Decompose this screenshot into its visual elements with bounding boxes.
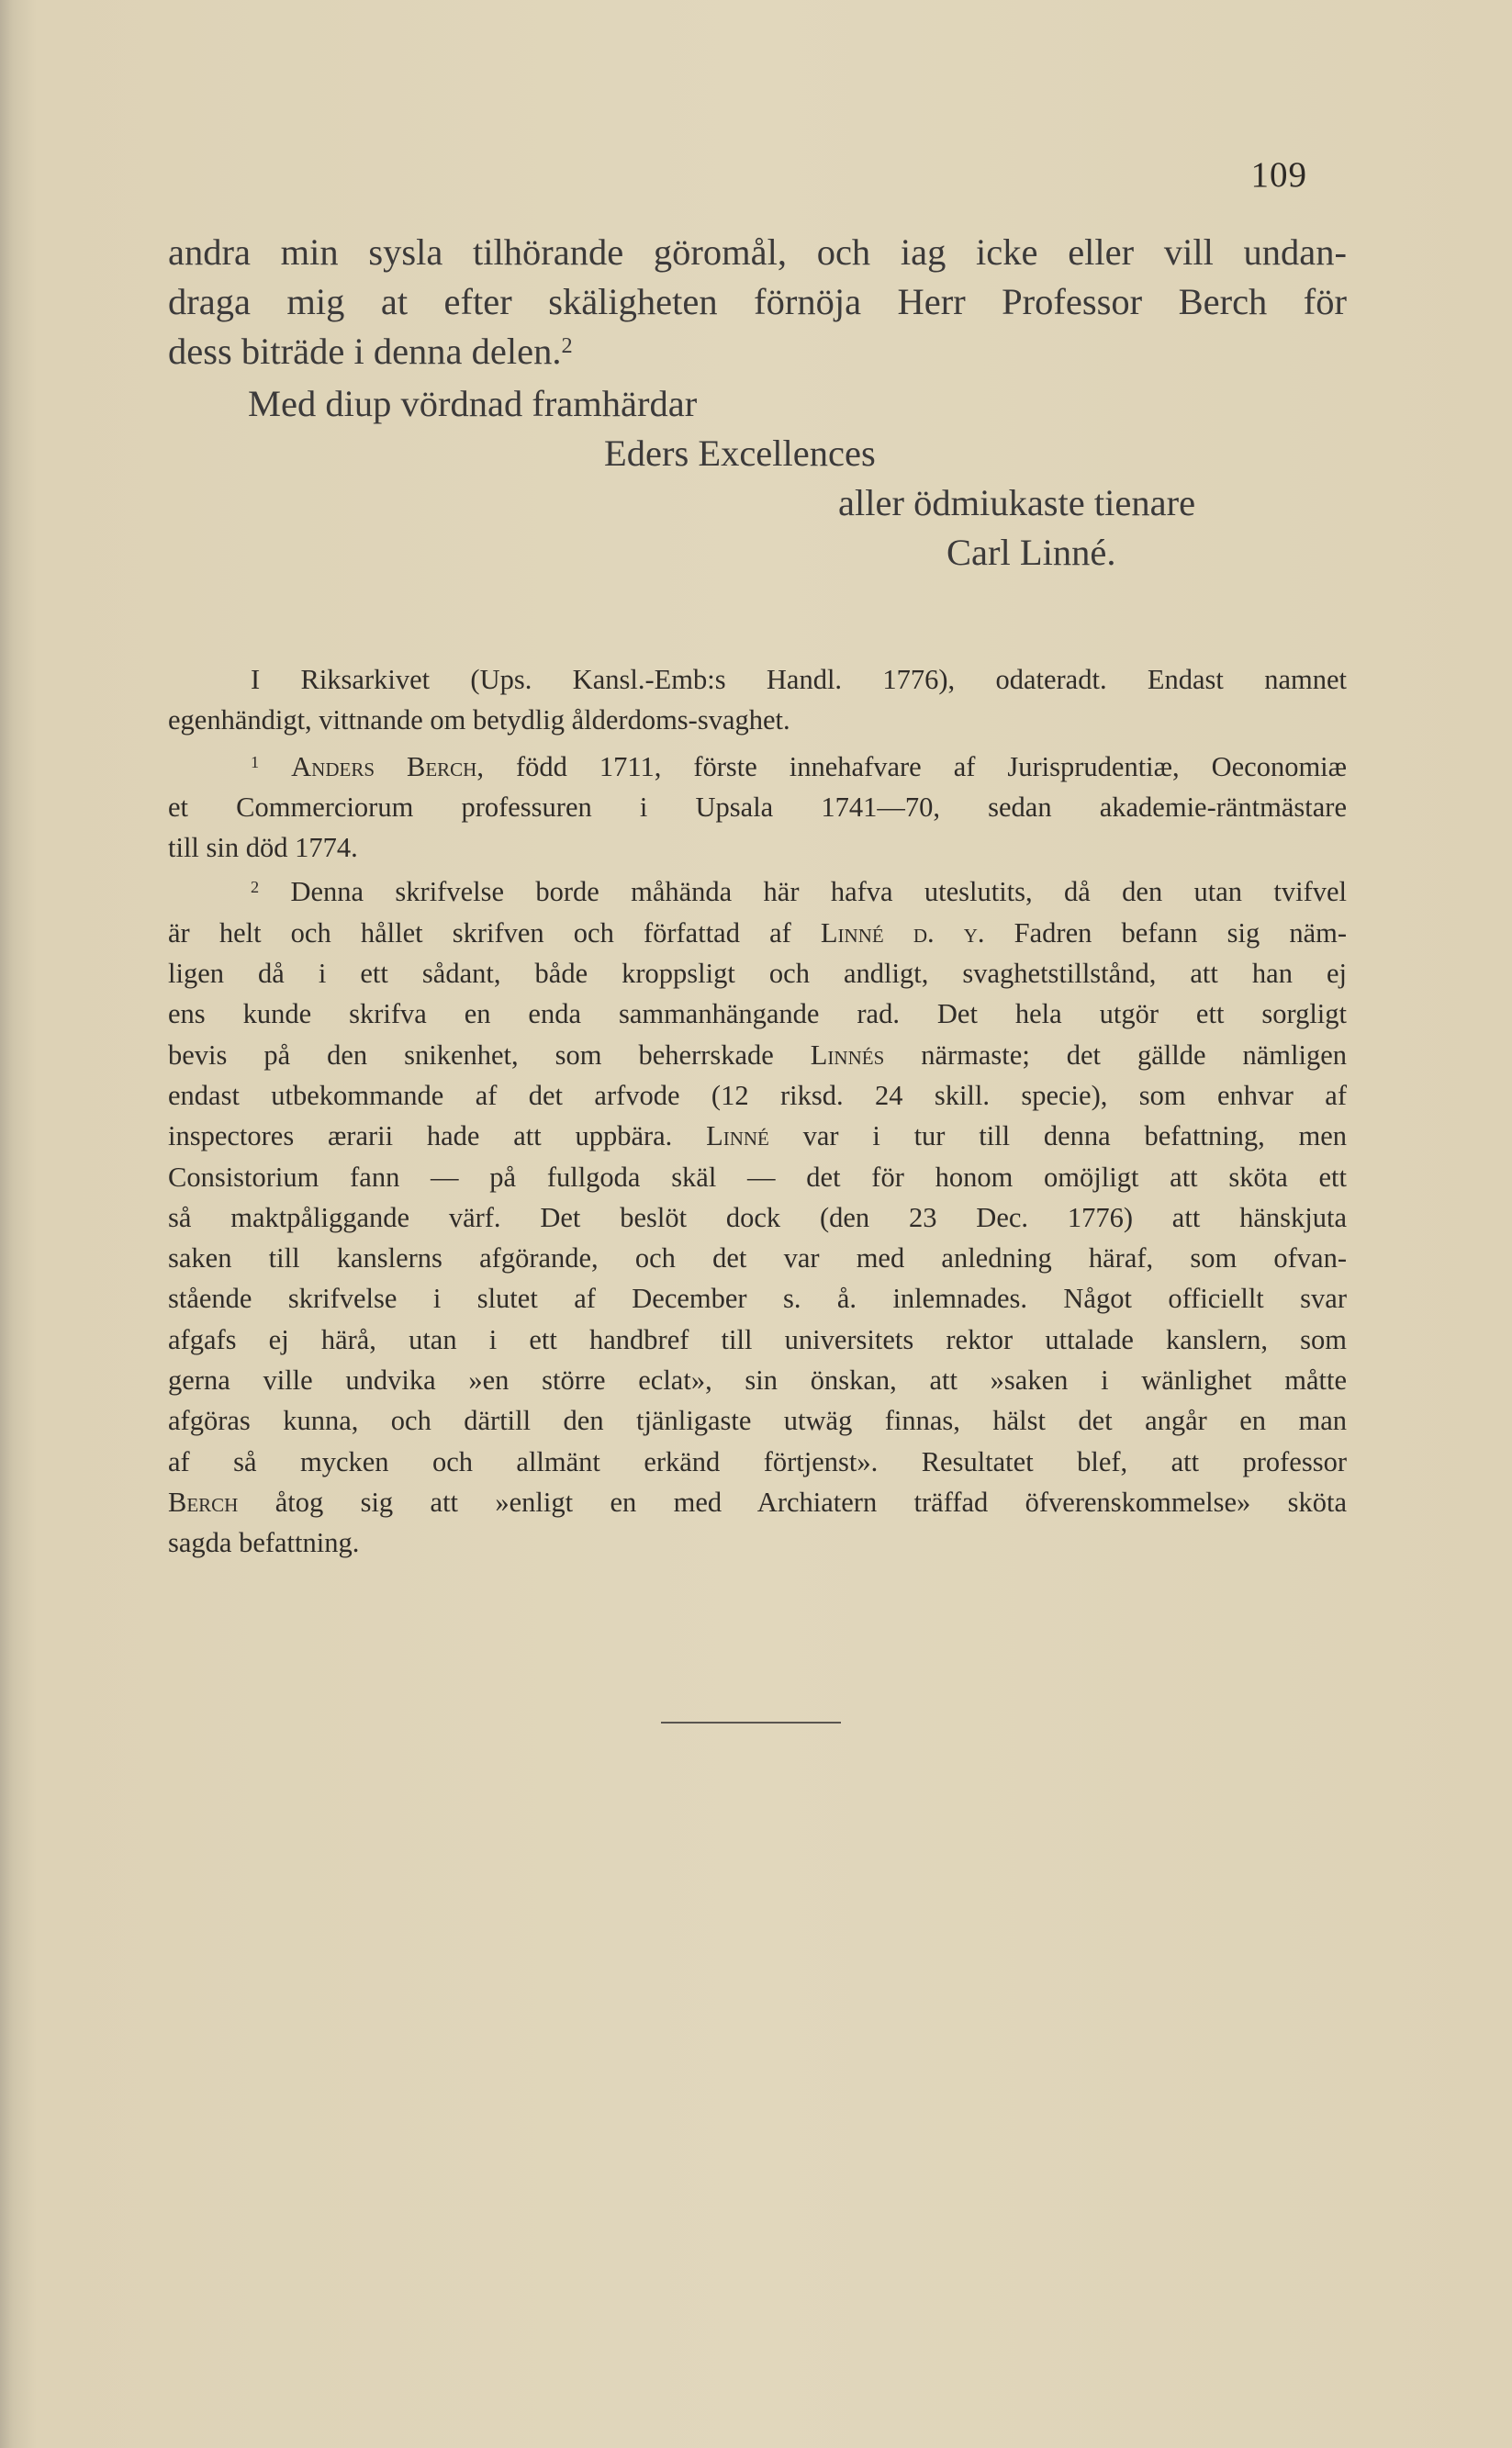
letter-line xyxy=(168,327,1347,376)
footnote-2-line: inspectores ærarii hade att uppbära. Linné var i tur till denna befattning, men xyxy=(168,1120,1348,1152)
person-name: Linné d. y. xyxy=(820,916,985,949)
source-note-line: I Riksarkivet (Ups. Kansl.-Emb:s Handl. 1776), odateradt. Endast namnet xyxy=(251,664,1347,695)
footnote-2-line: så maktpåliggande värf. Det beslöt dock (den 23 Dec. 1776) att hänskjuta xyxy=(168,1201,1347,1233)
closing-phrase: Med diup vördnad framhärdar xyxy=(248,383,698,424)
footnote-2-line: Berch åtog sig att »enligt en med Archiatern träffad öfverenskommelse» sköta xyxy=(168,1486,1347,1518)
footnote-2-line: bevis på den snikenhet, som beherrskade Linnés närmaste; det gällde nämligen xyxy=(168,1039,1348,1071)
page-number: 109 xyxy=(1250,155,1307,195)
source-note-line: egenhändigt, vittnande om betydlig ålderdoms-svaghet. xyxy=(168,704,790,736)
footnote-2-line: ligen då i ett sådant, både kroppsligt och andligt, svaghetstillstånd, att han ej xyxy=(168,958,1347,990)
footnote-2-line: gerna ville undvika »en större eclat», sin önskan, att »saken i wänlighet måtte xyxy=(168,1364,1347,1397)
notes-section xyxy=(168,659,1347,1564)
footnote-2-line: af så mycken och allmänt erkänd förtjenst». Resultatet blef, att professor xyxy=(168,1445,1347,1477)
footnote-2-line: sagda befattning. xyxy=(168,1527,360,1559)
letter-line: andra min sysla tilhörande göromål, och iag icke eller vill undan- xyxy=(168,231,1347,273)
closing-humble: aller ödmiukaste tienare xyxy=(838,482,1196,523)
letter-line-text: dess biträde i denna delen. xyxy=(168,331,562,372)
footnote-2-line: är helt och hållet skrifven och författad af Linné d. y. Fadren befann sig näm- xyxy=(168,916,1347,949)
letter-text xyxy=(168,228,1347,376)
footnote-2-line: ens kunde skrifva en enda sammanhängande rad. Det hela utgör ett sorgligt xyxy=(168,998,1347,1030)
person-name: Linnés xyxy=(810,1039,885,1071)
footnote-2-line: afgafs ej härå, utan i ett handbref till universitets rektor uttalade kanslern, som xyxy=(168,1323,1347,1355)
footnote-2-line: stående skrifvelse i slutet af December s. å. inlemnades. Något officiellt svar xyxy=(168,1283,1347,1315)
footnote-2-line: endast utbekommande af det arfvode (12 riksd. 24 skill. specie), som enhvar af xyxy=(168,1079,1347,1111)
person-name: Linné xyxy=(706,1120,769,1152)
footnote-2-line: afgöras kunna, och därtill den tjänligaste utwäg finnas, hälst det angår en man xyxy=(168,1405,1347,1437)
footnote-2-line: $^2$ Denna skrifvelse borde måhända här hafva uteslutits, då den utan tvifvel xyxy=(251,876,1347,908)
letter-line: draga mig at efter skäligheten förnöja Herr Professor Berch för xyxy=(168,281,1347,322)
footnote-2-line: Consistorium fann — på fullgoda skäl — det för honom omöjligt att sköta ett xyxy=(168,1161,1347,1193)
signature-name: Carl Linné. xyxy=(946,532,1116,573)
footnote-marker: 1 xyxy=(251,752,260,771)
closing-address: Eders Excellences xyxy=(604,432,876,474)
footnote-1-line: till sin död 1774. xyxy=(168,832,358,864)
footnote-1-line: $^1$ Anders Berch, född 1711, förste innehafvare af Jurisprudentiæ, Oeconomiæ xyxy=(251,750,1347,782)
footnote-1-line: et Commerciorum professuren i Upsala 1741—70, sedan akademie-räntmästare xyxy=(168,791,1347,823)
footnote-2-line: saken till kanslerns afgörande, och det var med anledning häraf, som ofvan- xyxy=(168,1242,1347,1275)
section-divider xyxy=(661,1722,841,1724)
footnote-marker: 2 xyxy=(561,332,573,358)
person-name: Berch xyxy=(168,1486,239,1518)
footnote-marker: 2 xyxy=(251,878,260,897)
person-name: Anders Berch xyxy=(291,750,477,782)
